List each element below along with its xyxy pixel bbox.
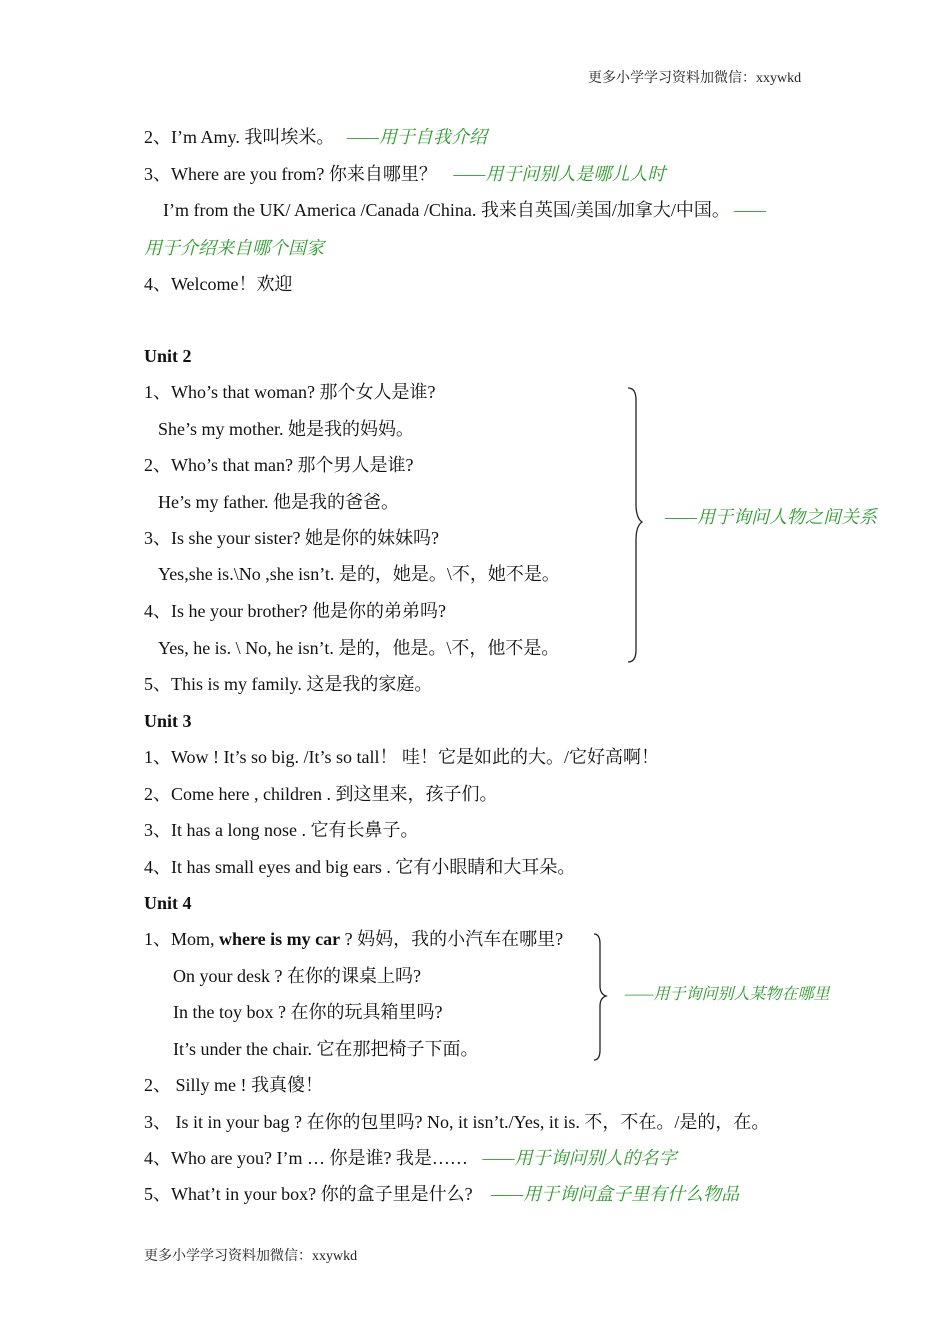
unit2-brace-note: ——用于询问人物之间关系 [665,507,878,527]
unit3-line: 4、It has small eyes and big ears . 它有小眼睛和大耳朵。 [144,857,576,877]
line-text: 4、Who are you? I’m … 你是谁? 我是…… [144,1148,468,1168]
line-text: 5、What’t in your box? 你的盒子里是什么? [144,1184,473,1204]
unit1-line-4: 4、Welcome！欢迎 [144,274,293,294]
bold-phrase: where is my car [219,929,341,949]
line-text: 1、Mom, [144,929,220,949]
line-text: I’m from the UK/ America /Canada /China. 我来自英国/美国/加拿大/中国。 [163,200,730,220]
unit2-line: 4、Is he your brother? 他是你的弟弟吗? [144,601,446,621]
unit2-heading: Unit 2 [144,346,192,366]
unit3-heading: Unit 3 [144,711,192,731]
unit1-line-3 [144,163,665,185]
unit4-line-4 [144,1147,676,1169]
unit4-heading: Unit 4 [144,893,192,913]
unit2-line: Yes,she is.\No ,she isn’t. 是的，她是。\不，她不是。 [158,564,560,584]
unit2-line: 3、Is she your sister? 她是你的妹妹吗? [144,528,439,548]
unit4-line-1c: In the toy box ? 在你的玩具箱里吗? [173,1002,443,1022]
usage-note: ——用于问别人是哪儿人时 [453,164,666,184]
unit4-brace [590,932,610,1062]
unit4-line-5 [144,1183,739,1205]
unit2-line: She’s my mother. 她是我的妈妈。 [158,419,414,439]
unit3-line: 1、Wow ! It’s so big. /It’s so tall！ 哇！它是如此的大。/它好高啊！ [144,747,660,767]
usage-note: ——用于自我介绍 [346,127,487,147]
usage-note: ——用于询问别人的名字 [482,1148,677,1168]
line-text: 3、Where are you from? 你来自哪里？ [144,164,437,184]
line-text: ? 妈妈，我的小汽车在哪里? [340,929,564,949]
line-text: 2、I’m Amy. 我叫埃米。 [144,127,335,147]
usage-note-continued: 用于介绍来自哪个国家 [144,238,324,258]
unit2-brace [624,386,646,666]
unit2-line: 2、Who’s that man? 那个男人是谁? [144,455,414,475]
unit2-line: 5、This is my family. 这是我的家庭。 [144,674,433,694]
page-footer: 更多小学学习资料加微信：xxywkd [144,1249,358,1264]
unit2-line: Yes, he is. \ No, he isn’t. 是的，他是。\不，他不是。 [158,638,560,658]
unit1-line-3-answer [163,199,766,221]
unit4-line-1d: It’s under the chair. 它在那把椅子下面。 [173,1039,479,1059]
usage-note: ——用于询问盒子里有什么物品 [491,1184,740,1204]
unit4-line-1 [144,928,563,950]
unit2-line: 1、Who’s that woman? 那个女人是谁? [144,382,436,402]
unit3-line: 2、Come here , children . 到这里来，孩子们。 [144,784,498,804]
usage-note-dash: —— [733,200,766,220]
unit4-line-1b: On your desk ? 在你的课桌上吗? [173,966,421,986]
page-header: 更多小学学习资料加微信：xxywkd [588,71,802,86]
unit2-line: He’s my father. 他是我的爸爸。 [158,492,399,512]
unit3-line: 3、It has a long nose . 它有长鼻子。 [144,820,419,840]
unit1-line-2 [144,126,487,148]
unit4-brace-note: ——用于询问别人某物在哪里 [625,986,830,1003]
unit4-line-3: 3、 Is it in your bag ? 在你的包里吗? No, it isn’t./Yes, it is. 不，不在。/是的，在。 [144,1112,770,1132]
unit4-line-2: 2、 Silly me ! 我真傻！ [144,1075,323,1095]
